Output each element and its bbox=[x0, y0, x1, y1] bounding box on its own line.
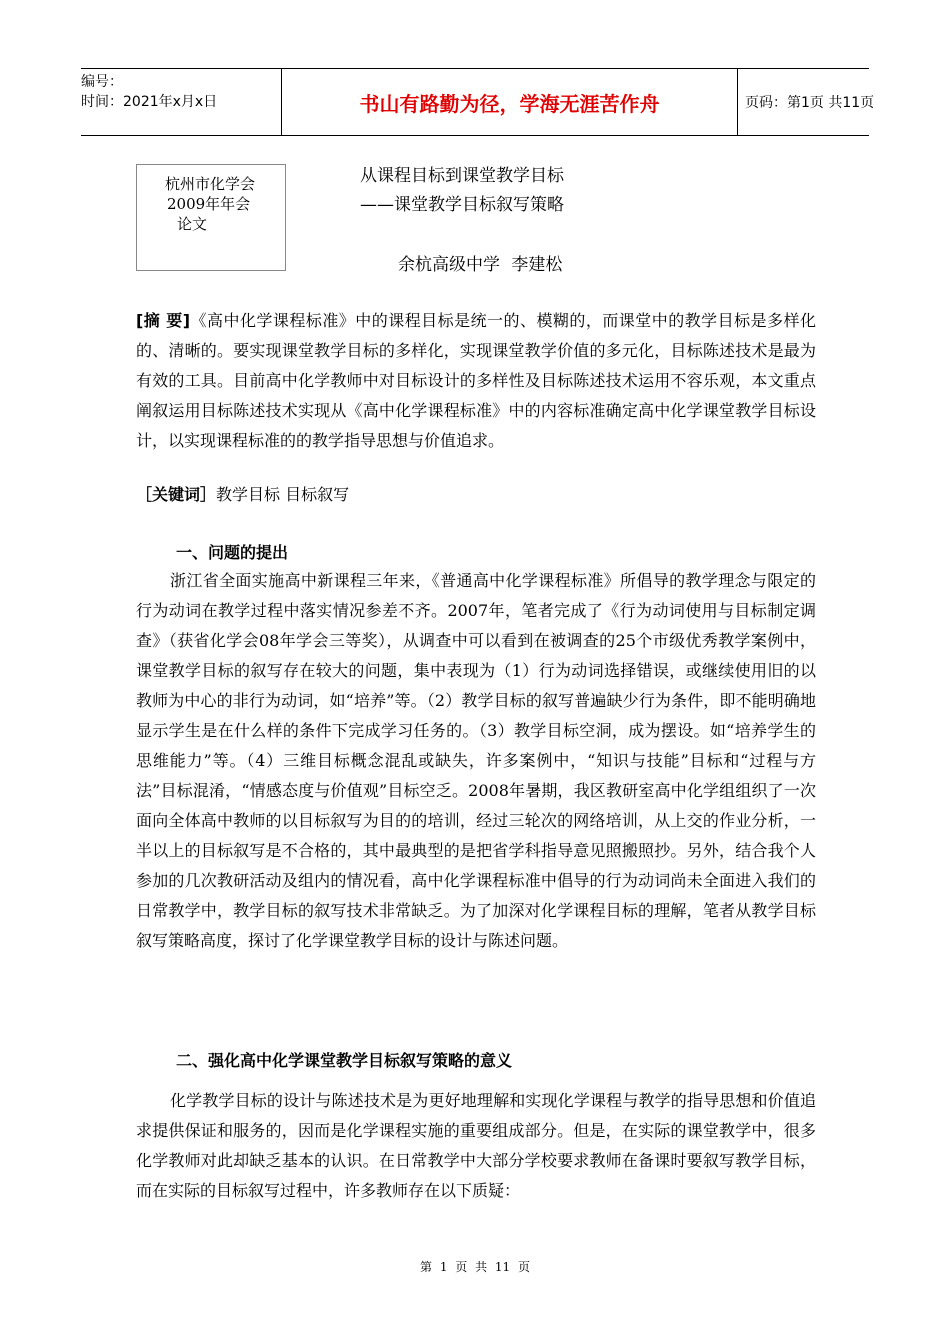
paper-author: 余杭高级中学 李建松 bbox=[398, 255, 563, 275]
section-2-paragraph: 化学教学目标的设计与陈述技术是为更好地理解和实现化学课程与教学的指导思想和价值追求提供保证和服务的，因而是化学课程实施的重要组成部分。但是，在实际的课堂教学中，很多化学教师对此却缺乏基本的认识。在日常教学中大部分学校要求教师在备课时要叙写教学目标，而在实际的目标叙写过程中，许多教师存在以下质疑： bbox=[136, 1091, 816, 1200]
header-motto: 书山有路勤为径，学海无涯苦作舟 bbox=[281, 69, 738, 135]
stamp-line-1: 杭州市化学会 bbox=[165, 175, 256, 193]
abstract-text: 《高中化学课程标准》中的课程目标是统一的、模糊的，而课堂中的教学目标是多样化的、清晰的。要实现课堂教学目标的多样化，实现课堂教学价值的多元化，目标陈述技术是最为有效的工具。目前高中化学教师中对目标设计的多样性及目标陈述技术运用不容乐观，本文重点阐叙运用目标陈述技术实现从《高中化学课程标准》中的内容标准确定高中化学课堂教学目标设计，以实现课程标准的的教学指导思想与价值追求。 bbox=[136, 311, 816, 450]
header-left-cell bbox=[81, 69, 281, 135]
document-number-label: 编号： bbox=[81, 74, 123, 90]
abstract bbox=[136, 306, 816, 456]
stamp-line-3: 论文 bbox=[177, 215, 208, 233]
paper-subtitle: ——课堂教学目标叙写策略 bbox=[360, 195, 564, 215]
abstract-label: [摘 要] bbox=[136, 311, 191, 330]
stamp-line-2: 2009年年会 bbox=[167, 195, 251, 213]
keywords-text: 教学目标 目标叙写 bbox=[216, 485, 350, 504]
section-1-heading: 一、问题的提出 bbox=[176, 543, 289, 562]
document-time-label: 时间：2021年x月x日 bbox=[81, 94, 218, 110]
page-header bbox=[81, 68, 875, 136]
conference-stamp-box bbox=[136, 164, 286, 271]
keywords bbox=[136, 480, 816, 510]
header-page-info: 页码：第1页 共11页 bbox=[745, 95, 875, 111]
section-2-heading: 二、强化高中化学课堂教学目标叙写策略的意义 bbox=[176, 1051, 513, 1070]
keywords-label: ［关键词］ bbox=[136, 485, 217, 504]
page-footer: 第 1 页 共 11 页 bbox=[420, 1260, 530, 1274]
paper-title: 从课程目标到课堂教学目标 bbox=[360, 166, 564, 186]
section-1-paragraph: 浙江省全面实施高中新课程三年来，《普通高中化学课程标准》所倡导的教学理念与限定的行为动词在教学过程中落实情况参差不齐。2007年，笔者完成了《行为动词使用与目标制定调查》（获省化学会08年学会三等奖），从调查中可以看到在被调查的25个市级优秀教学案例中，课堂教学目标的叙写存在较大的问题，集中表现为（1）行为动词选择错误，或继续使用旧的以教师为中心的非行为动词，如“培养”等。（2）教学目标的叙写普遍缺少行为条件，即不能明确地显示学生是在什么样的条件下完成学习任务的。（3）教学目标空洞，成为摆设。如“培养学生的思维能力”等。（4）三维目标概念混乱或缺失，许多案例中，“知识与技能”目标和“过程与方法”目标混淆，“情感态度与价值观”目标空乏。2008年暑期，我区教研室高中化学组组织了一次面向全体高中教师的以目标叙写为目的的培训，经过三轮次的网络培训，从上交的作业分析，一半以上的目标叙写是不合格的，其中最典型的是把省学科指导意见照搬照抄。另外，结合我个人参加的几次教研活动及组内的情况看，高中化学课程标准中倡导的行为动词尚未全面进入我们的日常教学中，教学目标的叙写技术非常缺乏。为了加深对化学课程目标的理解，笔者从教学目标叙写策略高度，探讨了化学课堂教学目标的设计与陈述问题。 bbox=[136, 571, 816, 950]
